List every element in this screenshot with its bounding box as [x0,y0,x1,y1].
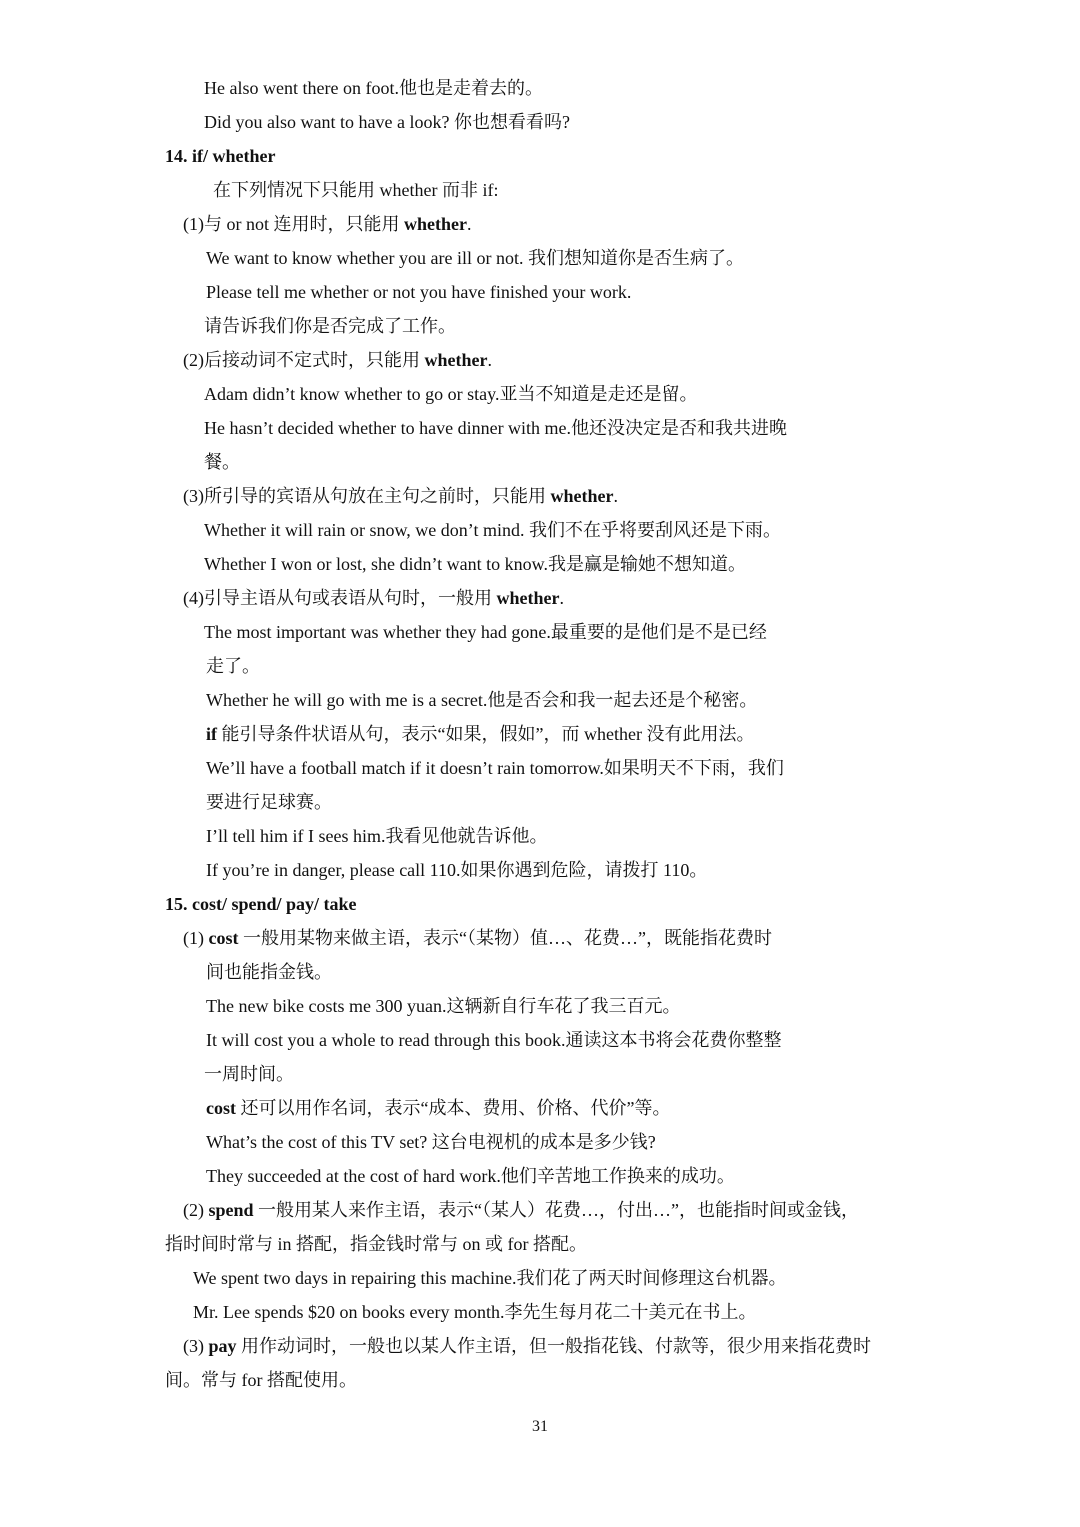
example-line: Whether he will go with me is a secret.他是否会和我一起去还是个秘密。 [206,690,758,710]
spend-rule: (2) spend 一般用某人来作主语，表示“（某人）花费…，付出…”，也能指时间或金钱， [183,1200,860,1220]
page-number: 31 [532,1418,548,1435]
section-heading-15: 15. cost/ spend/ pay/ take [165,894,357,914]
example-line: 餐。 [204,452,240,472]
example-line: We’ll have a football match if it doesn’t rain tomorrow.如果明天不下雨，我们 [206,758,784,778]
example-line: 间也能指金钱。 [206,962,332,982]
example-line: He also went there on foot.他也是走着去的。 [204,78,543,98]
example-line: 走了。 [206,656,260,676]
example-line: I’ll tell him if I sees him.我看见他就告诉他。 [206,826,548,846]
example-line: 请告诉我们你是否完成了工作。 [204,316,456,336]
keyword: whether [424,350,488,370]
example-line: The most important was whether they had gone.最重要的是他们是不是已经 [204,622,767,642]
example-line: If you’re in danger, please call 110.如果你遇到危险，请拨打 110。 [206,860,708,880]
example-line: We spent two days in repairing this machine.我们花了两天时间修理这台机器。 [193,1268,787,1288]
example-line: We want to know whether you are ill or not. 我们想知道你是否生病了。 [206,248,744,268]
example-line: What’s the cost of this TV set? 这台电视机的成本是多少钱? [206,1132,656,1152]
rule-2: (2)后接动词不定式时，只能用 whether. [183,350,492,370]
example-line: 要进行足球赛。 [206,792,332,812]
example-line: Please tell me whether or not you have finished your work. [206,282,632,302]
keyword: whether [403,214,467,234]
keyword: pay [208,1336,237,1356]
rule-1: (1)与 or not 连用时，只能用 whether. [183,214,472,234]
example-line: Did you also want to have a look? 你也想看看吗? [204,112,570,132]
example-line: Whether it will rain or snow, we don’t mind. 我们不在乎将要刮风还是下雨。 [204,520,781,540]
spend-rule-cont: 指时间时常与 in 搭配，指金钱时常与 on 或 for 搭配。 [165,1234,587,1254]
keyword: whether [496,588,560,608]
keyword: whether [550,486,614,506]
keyword: cost [208,928,239,948]
rule-3: (3)所引导的宾语从句放在主句之前时，只能用 whether. [183,486,618,506]
example-line: It will cost you a whole to read through this book.通读这本书将会花费你整整 [206,1030,782,1050]
example-line: Whether I won or lost, she didn’t want to know.我是赢是输她不想知道。 [204,554,746,574]
example-line: The new bike costs me 300 yuan.这辆新自行车花了我三百元。 [206,996,681,1016]
if-usage-note: if 能引导条件状语从句，表示“如果，假如”，而 whether 没有此用法。 [206,724,755,744]
example-line: They succeeded at the cost of hard work.他们辛苦地工作换来的成功。 [206,1166,735,1186]
intro-line: 在下列情况下只能用 whether 而非 if: [213,180,499,200]
keyword: cost [206,1098,236,1118]
pay-rule: (3) pay 用作动词时，一般也以某人作主语，但一般指花钱、付款等，很少用来指花费时 [183,1336,872,1356]
keyword: spend [208,1200,254,1220]
example-line: He hasn’t decided whether to have dinner with me.他还没决定是否和我共进晚 [204,418,788,438]
example-line: Mr. Lee spends $20 on books every month.李先生每月花二十美元在书上。 [193,1302,757,1322]
example-line: Adam didn’t know whether to go or stay.亚当不知道是走还是留。 [204,384,698,404]
pay-rule-cont: 间。常与 for 搭配使用。 [165,1370,357,1390]
example-line: 一周时间。 [204,1064,294,1084]
section-heading-14: 14. if/ whether [165,146,276,166]
cost-rule: (1) cost 一般用某物来做主语，表示“（某物）值…、花费…”，既能指花费时 [183,928,772,948]
keyword: if [206,724,217,744]
cost-noun-note: cost 还可以用作名词，表示“成本、费用、价格、代价”等。 [206,1098,671,1118]
rule-4: (4)引导主语从句或表语从句时，一般用 whether. [183,588,564,608]
